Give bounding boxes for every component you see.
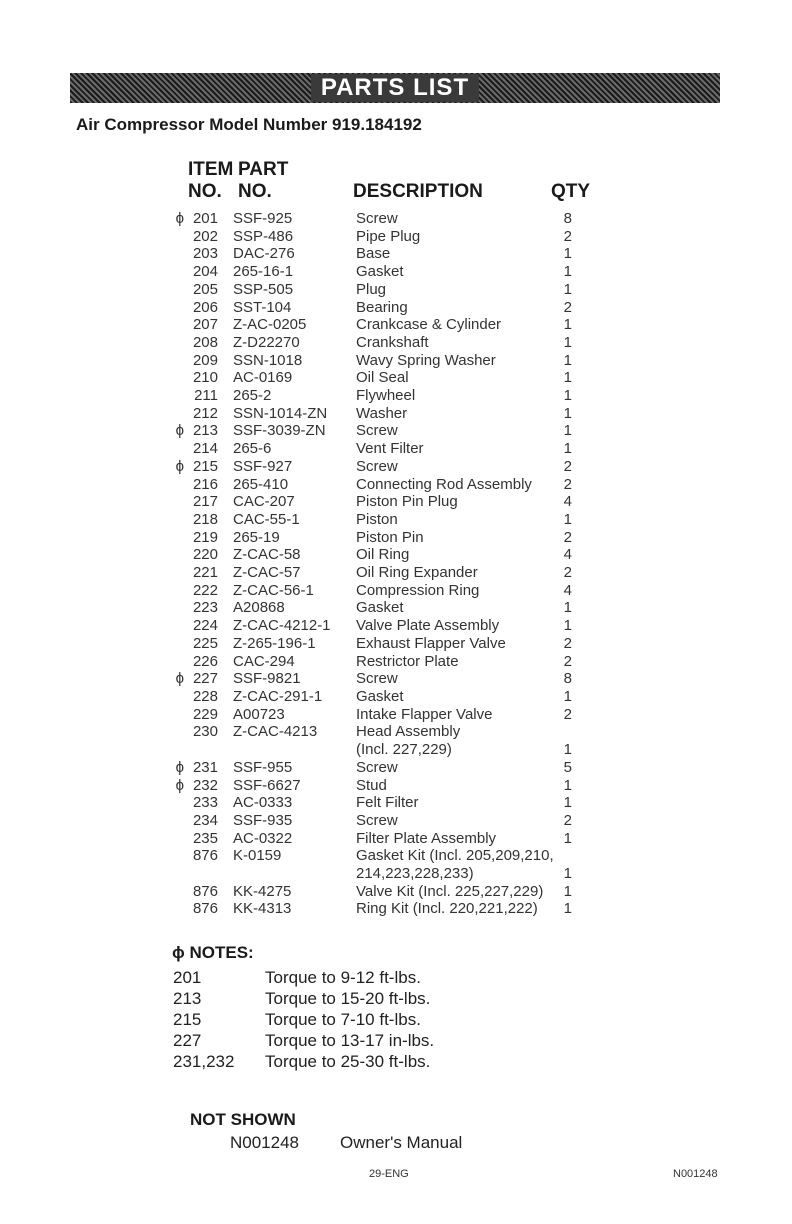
part-no: KK-4313 bbox=[233, 900, 292, 918]
quantity: 1 bbox=[563, 882, 572, 900]
table-row bbox=[170, 334, 610, 352]
phi-marker bbox=[170, 847, 184, 865]
notes-title: ϕ NOTES: bbox=[172, 943, 254, 962]
table-row bbox=[170, 794, 610, 812]
item-no: 876 bbox=[192, 900, 218, 918]
description: Ring Kit (Incl. 220,221,222) bbox=[356, 900, 538, 918]
table-row bbox=[170, 812, 610, 830]
notes-list bbox=[173, 967, 434, 1072]
phi-marker bbox=[170, 900, 184, 918]
phi-marker: ϕ bbox=[175, 776, 184, 794]
phi-marker: ϕ bbox=[175, 422, 184, 440]
quantity bbox=[558, 723, 572, 741]
table-row bbox=[170, 706, 610, 724]
description: Screw bbox=[356, 210, 398, 227]
description: Gasket bbox=[356, 263, 404, 281]
part-no: K-0159 bbox=[233, 847, 282, 865]
table-row bbox=[170, 670, 610, 688]
description: Filter Plate Assembly bbox=[356, 829, 497, 847]
not-shown-desc: Owner's Manual bbox=[340, 1133, 463, 1152]
item-no: 219 bbox=[192, 528, 218, 546]
phi-marker bbox=[170, 228, 184, 246]
part-no: Z-CAC-4213 bbox=[233, 723, 318, 741]
table-row bbox=[170, 635, 610, 653]
item-no: 226 bbox=[192, 652, 218, 670]
description: Flywheel bbox=[356, 387, 416, 405]
note-item: 231,232 bbox=[173, 1052, 235, 1071]
item-no: 209 bbox=[192, 351, 218, 369]
description: Stud bbox=[356, 776, 387, 794]
quantity: 2 bbox=[563, 705, 572, 723]
table-row bbox=[170, 352, 610, 370]
table-row bbox=[170, 688, 610, 706]
part-no: AC-0169 bbox=[233, 369, 293, 387]
quantity: 1 bbox=[563, 440, 572, 458]
not-shown-part: N001248 bbox=[230, 1133, 300, 1152]
quantity: 2 bbox=[563, 811, 572, 829]
quantity: 8 bbox=[563, 210, 572, 227]
item-no: 229 bbox=[192, 705, 218, 723]
item-no: 876 bbox=[192, 882, 218, 900]
note-item: 227 bbox=[173, 1031, 202, 1050]
phi-marker bbox=[170, 529, 184, 547]
quantity: 8 bbox=[563, 670, 572, 688]
table-row bbox=[170, 458, 610, 476]
phi-marker bbox=[170, 334, 184, 352]
description: Oil Seal bbox=[356, 369, 409, 387]
description: Exhaust Flapper Valve bbox=[356, 634, 506, 652]
item-no: 205 bbox=[192, 280, 218, 298]
part-no bbox=[218, 865, 356, 883]
table-row bbox=[170, 529, 610, 547]
header-item-line2: NO. bbox=[188, 181, 222, 202]
header-description: DESCRIPTION bbox=[353, 181, 483, 202]
quantity: 1 bbox=[563, 387, 572, 405]
item-no: 204 bbox=[192, 263, 218, 281]
phi-marker bbox=[170, 723, 184, 741]
table-row bbox=[170, 299, 610, 317]
description: Crankcase & Cylinder bbox=[356, 316, 502, 334]
quantity: 4 bbox=[563, 493, 572, 511]
note-text: Torque to 7-10 ft-lbs. bbox=[265, 1010, 421, 1029]
note-row bbox=[173, 1009, 434, 1030]
phi-marker bbox=[170, 812, 184, 830]
description: Base bbox=[356, 245, 391, 263]
item-no: 221 bbox=[192, 564, 218, 582]
item-no: 215 bbox=[192, 457, 218, 475]
phi-marker bbox=[170, 263, 184, 281]
phi-marker bbox=[170, 369, 184, 387]
part-no: 265-410 bbox=[233, 475, 289, 493]
table-row bbox=[170, 281, 610, 299]
phi-marker bbox=[170, 299, 184, 317]
table-row bbox=[170, 476, 610, 494]
phi-marker bbox=[170, 440, 184, 458]
description: Wavy Spring Washer bbox=[356, 351, 496, 369]
item-no: 235 bbox=[192, 829, 218, 847]
part-no: AC-0322 bbox=[233, 829, 293, 847]
item-no: 206 bbox=[192, 298, 218, 316]
item-no bbox=[184, 865, 218, 883]
quantity: 1 bbox=[563, 599, 572, 617]
table-row bbox=[170, 759, 610, 777]
not-shown-row bbox=[230, 1133, 462, 1153]
page-title: PARTS LIST bbox=[311, 74, 479, 102]
header-part-line2: NO. bbox=[238, 181, 272, 202]
quantity: 1 bbox=[563, 776, 572, 794]
part-no: SSF-925 bbox=[233, 210, 293, 227]
quantity: 1 bbox=[563, 369, 572, 387]
part-no: Z-D22270 bbox=[233, 333, 300, 351]
description: Screw bbox=[356, 670, 398, 688]
part-no: 265-6 bbox=[233, 440, 272, 458]
description: Pipe Plug bbox=[356, 227, 421, 245]
description: Valve Kit (Incl. 225,227,229) bbox=[356, 882, 544, 900]
quantity: 2 bbox=[563, 634, 572, 652]
quantity: 2 bbox=[563, 564, 572, 582]
quantity bbox=[558, 847, 572, 865]
table-row bbox=[170, 422, 610, 440]
item-no: 230 bbox=[192, 723, 218, 741]
part-no: SSN-1018 bbox=[233, 351, 303, 369]
description: Crankshaft bbox=[356, 333, 429, 351]
table-row bbox=[170, 546, 610, 564]
phi-marker bbox=[170, 653, 184, 671]
quantity: 2 bbox=[563, 475, 572, 493]
note-item: 215 bbox=[173, 1010, 202, 1029]
phi-marker bbox=[170, 511, 184, 529]
item-no: 228 bbox=[192, 687, 218, 705]
part-no: Z-CAC-56-1 bbox=[233, 581, 314, 599]
table-row bbox=[170, 582, 610, 600]
item-no: 203 bbox=[192, 245, 218, 263]
table-row bbox=[170, 263, 610, 281]
quantity: 2 bbox=[563, 652, 572, 670]
quantity: 1 bbox=[563, 333, 572, 351]
description: Compression Ring bbox=[356, 581, 480, 599]
table-row bbox=[170, 387, 610, 405]
item-no: 211 bbox=[194, 387, 218, 405]
header-item-line1: ITEM bbox=[188, 159, 234, 180]
note-text: Torque to 13-17 in-lbs. bbox=[265, 1031, 435, 1050]
item-no: 216 bbox=[192, 475, 218, 493]
part-no: KK-4275 bbox=[233, 882, 292, 900]
page-number: 29-ENG bbox=[369, 1168, 409, 1180]
table-row bbox=[170, 369, 610, 387]
quantity: 1 bbox=[563, 794, 572, 812]
part-no: 265-2 bbox=[233, 387, 272, 405]
description: (Incl. 227,229) bbox=[356, 741, 452, 759]
table-row bbox=[170, 440, 610, 458]
phi-marker: ϕ bbox=[175, 758, 184, 776]
parts-list-banner bbox=[70, 73, 720, 103]
part-no: Z-AC-0205 bbox=[233, 316, 307, 334]
item-no: 214 bbox=[192, 440, 218, 458]
item-no: 227 bbox=[192, 670, 218, 688]
phi-marker: ϕ bbox=[175, 670, 184, 688]
description: Intake Flapper Valve bbox=[356, 705, 493, 723]
phi-marker bbox=[170, 582, 184, 600]
quantity: 4 bbox=[563, 546, 572, 564]
table-row bbox=[170, 245, 610, 263]
part-no: AC-0333 bbox=[233, 794, 293, 812]
description: Gasket bbox=[356, 687, 404, 705]
description: Piston Pin bbox=[356, 528, 424, 546]
phi-marker bbox=[170, 387, 184, 405]
table-row bbox=[170, 405, 610, 423]
description: Screw bbox=[356, 422, 398, 440]
item-no: 208 bbox=[192, 333, 218, 351]
description: Connecting Rod Assembly bbox=[356, 475, 532, 493]
note-item: 201 bbox=[173, 968, 202, 987]
part-no: SSF-9821 bbox=[233, 670, 301, 688]
phi-marker bbox=[170, 688, 184, 706]
item-no: 210 bbox=[192, 369, 218, 387]
note-row bbox=[173, 988, 434, 1009]
item-no: 225 bbox=[192, 634, 218, 652]
quantity: 4 bbox=[563, 581, 572, 599]
item-no: 232 bbox=[192, 776, 218, 794]
part-no: Z-CAC-58 bbox=[233, 546, 301, 564]
quantity: 1 bbox=[563, 280, 572, 298]
phi-marker bbox=[170, 865, 184, 883]
part-no: SSF-935 bbox=[233, 811, 293, 829]
description: Plug bbox=[356, 280, 387, 298]
phi-marker bbox=[170, 883, 184, 901]
phi-marker bbox=[170, 706, 184, 724]
table-row bbox=[170, 316, 610, 334]
phi-marker bbox=[170, 741, 184, 759]
phi-marker bbox=[170, 352, 184, 370]
part-no: SSF-955 bbox=[233, 758, 293, 776]
phi-marker: ϕ bbox=[175, 457, 184, 475]
description: 214,223,228,233) bbox=[356, 865, 474, 883]
description: Head Assembly bbox=[356, 723, 461, 741]
part-no: SSN-1014-ZN bbox=[233, 404, 328, 422]
item-no: 223 bbox=[192, 599, 218, 617]
note-row bbox=[173, 967, 434, 988]
part-no: DAC-276 bbox=[233, 245, 295, 263]
part-no: SSP-505 bbox=[233, 280, 294, 298]
parts-table bbox=[170, 210, 610, 918]
phi-marker bbox=[170, 476, 184, 494]
table-row bbox=[170, 617, 610, 635]
table-row bbox=[170, 723, 610, 741]
phi-marker: ϕ bbox=[175, 210, 184, 227]
phi-marker bbox=[170, 493, 184, 511]
description: Gasket bbox=[356, 599, 404, 617]
part-no bbox=[218, 741, 356, 759]
table-row bbox=[170, 830, 610, 848]
phi-marker bbox=[170, 316, 184, 334]
description: Screw bbox=[356, 758, 398, 776]
not-shown-title: NOT SHOWN bbox=[190, 1110, 296, 1129]
description: Oil Ring bbox=[356, 546, 410, 564]
phi-marker bbox=[170, 794, 184, 812]
model-number: Air Compressor Model Number 919.184192 bbox=[76, 115, 422, 134]
table-row bbox=[170, 883, 610, 901]
phi-marker bbox=[170, 617, 184, 635]
item-no: 233 bbox=[192, 794, 218, 812]
item-no: 212 bbox=[192, 404, 218, 422]
table-row bbox=[170, 511, 610, 529]
phi-marker bbox=[170, 405, 184, 423]
quantity: 1 bbox=[563, 422, 572, 440]
part-no: CAC-207 bbox=[233, 493, 295, 511]
description: Felt Filter bbox=[356, 794, 419, 812]
item-no: 201 bbox=[192, 210, 218, 227]
note-text: Torque to 25-30 ft-lbs. bbox=[265, 1052, 431, 1071]
description: Screw bbox=[356, 811, 398, 829]
description: Vent Filter bbox=[356, 440, 424, 458]
phi-marker bbox=[170, 564, 184, 582]
note-row bbox=[173, 1051, 434, 1072]
phi-marker bbox=[170, 830, 184, 848]
quantity: 5 bbox=[563, 758, 572, 776]
item-no: 217 bbox=[192, 493, 218, 511]
quantity: 1 bbox=[563, 245, 572, 263]
table-row bbox=[170, 653, 610, 671]
quantity: 1 bbox=[563, 404, 572, 422]
part-no: 265-19 bbox=[233, 528, 280, 546]
description: Piston bbox=[356, 510, 398, 528]
item-no: 876 bbox=[192, 847, 218, 865]
header-part-line1: PART bbox=[238, 159, 289, 180]
header-qty: QTY bbox=[551, 181, 591, 202]
table-row bbox=[170, 777, 610, 795]
document-code: N001248 bbox=[673, 1168, 718, 1180]
part-no: CAC-294 bbox=[233, 652, 295, 670]
description: Restrictor Plate bbox=[356, 652, 459, 670]
phi-marker bbox=[170, 599, 184, 617]
item-no: 220 bbox=[192, 546, 218, 564]
description: Valve Plate Assembly bbox=[356, 617, 500, 635]
note-text: Torque to 15-20 ft-lbs. bbox=[265, 989, 431, 1008]
note-text: Torque to 9-12 ft-lbs. bbox=[265, 968, 421, 987]
quantity: 1 bbox=[563, 829, 572, 847]
quantity: 1 bbox=[563, 900, 572, 918]
part-no: 265-16-1 bbox=[233, 263, 294, 281]
part-no: SSF-3039-ZN bbox=[233, 422, 326, 440]
quantity: 1 bbox=[563, 316, 572, 334]
part-no: SSF-6627 bbox=[233, 776, 301, 794]
table-row bbox=[170, 493, 610, 511]
quantity: 1 bbox=[563, 865, 572, 883]
phi-marker bbox=[170, 281, 184, 299]
description: Oil Ring Expander bbox=[356, 564, 478, 582]
item-no: 202 bbox=[192, 227, 218, 245]
description: Screw bbox=[356, 457, 398, 475]
item-no: 222 bbox=[192, 581, 218, 599]
table-row bbox=[170, 564, 610, 582]
part-no: SST-104 bbox=[233, 298, 292, 316]
table-row bbox=[170, 741, 610, 759]
note-row bbox=[173, 1030, 434, 1051]
phi-marker bbox=[170, 245, 184, 263]
item-no: 213 bbox=[192, 422, 218, 440]
part-no: Z-CAC-57 bbox=[233, 564, 301, 582]
table-row bbox=[170, 210, 610, 228]
phi-marker bbox=[170, 546, 184, 564]
quantity: 1 bbox=[563, 510, 572, 528]
table-row bbox=[170, 900, 610, 918]
table-row bbox=[170, 865, 610, 883]
item-no: 234 bbox=[192, 811, 218, 829]
part-no: A20868 bbox=[233, 599, 285, 617]
part-no: Z-CAC-4212-1 bbox=[233, 617, 331, 635]
part-no: Z-265-196-1 bbox=[233, 634, 316, 652]
quantity: 1 bbox=[563, 351, 572, 369]
item-no: 218 bbox=[192, 510, 218, 528]
part-no: SSP-486 bbox=[233, 227, 294, 245]
table-row bbox=[170, 599, 610, 617]
table-row bbox=[170, 847, 610, 865]
phi-marker bbox=[170, 635, 184, 653]
description: Gasket Kit (Incl. 205,209,210, bbox=[356, 847, 554, 865]
quantity: 2 bbox=[563, 457, 572, 475]
item-no: 207 bbox=[192, 316, 218, 334]
item-no: 224 bbox=[192, 617, 218, 635]
description: Bearing bbox=[356, 298, 408, 316]
quantity: 1 bbox=[563, 741, 572, 759]
part-no: SSF-927 bbox=[233, 457, 293, 475]
quantity: 2 bbox=[563, 528, 572, 546]
quantity: 2 bbox=[563, 298, 572, 316]
description: Washer bbox=[356, 404, 408, 422]
quantity: 2 bbox=[563, 227, 572, 245]
note-item: 213 bbox=[173, 989, 202, 1008]
table-row bbox=[170, 228, 610, 246]
part-no: CAC-55-1 bbox=[233, 510, 300, 528]
description: Piston Pin Plug bbox=[356, 493, 458, 511]
item-no: 231 bbox=[192, 758, 218, 776]
quantity: 1 bbox=[563, 687, 572, 705]
quantity: 1 bbox=[563, 617, 572, 635]
part-no: A00723 bbox=[233, 705, 285, 723]
part-no: Z-CAC-291-1 bbox=[233, 687, 323, 705]
item-no bbox=[184, 741, 218, 759]
quantity: 1 bbox=[563, 263, 572, 281]
